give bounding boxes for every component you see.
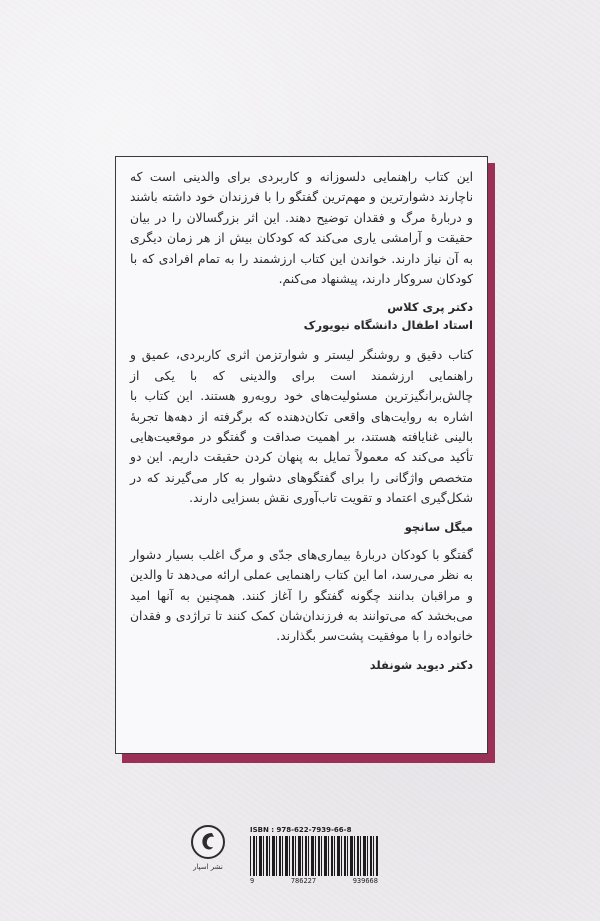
signature-2-name: میگل سانچو: [404, 519, 473, 534]
barcode-digit-prefix: 9: [250, 877, 255, 885]
isbn-number: ISBN : 978-622-7939-66-8: [250, 826, 352, 834]
blurb-paragraph-2: کتاب دقیق و روشنگر لیستر و شوارتزمن اثری کاربردی، عمیق و راهنمایی ارزشمند است برای والدینی که با یکی از چالش‌برانگیزترین مسئولیت‌های خود روبه‌رو هستند. این کتاب با اشاره به روایت‌های واقعی تکان‌دهنده که برگرفته از دهه‌ها تجربهٔ بالینی غنایافته هستند، بر اهمیت صداقت و گفتگو در موقعیت‌هایی تأکید می‌کند که معمولاً تمایل به پنهان کردن حقیقت داریم. این دو متخصص واژگانی را برای گفتگوهای دشوار به کار می‌گیرند که در شکل‌گیری اعتماد و تقویت تاب‌آوری نقش بسزایی دارند.: [130, 348, 473, 506]
blurb-paragraph-1: این کتاب راهنمایی دلسوزانه و کاربردی برای والدینی است که ناچارند دشوارترین و مهم‌ترین گفتگو را با فرزندان خود داشته باشند و دربارهٔ مرگ و فقدان توضیح دهند. این اثر بزرگسالان را در بیان حقیقت و آرامشی یاری می‌کند که کودکان بیش از هر زمان دیگری به آن نیاز دارند. خواندن این کتاب ارزشمند را به تمام افرادی که با کودکان سروکار دارند، پیشنهاد می‌کنم.: [130, 170, 473, 287]
blurb-box: [115, 156, 488, 754]
signature-3-name: دکتر دیوید شونفلد: [369, 657, 473, 672]
barcode: [250, 826, 378, 892]
barcode-bars: [250, 836, 378, 876]
barcode-digit-group-2: 939668: [352, 877, 378, 885]
blurb-paragraph-3: گفتگو با کودکان دربارهٔ بیماری‌های جدّی و مرگ اغلب بسیار دشوار به نظر می‌رسد، اما این کتاب راهنمایی عملی ارائه می‌دهد تا والدین و مراقبان بدانند چگونه گفتگو را آغاز کنند. همچنین به آنها امید می‌بخشد که می‌توانند به فرزندان‌شان کمک کنند تا تراژدی و فقدان خانواده را با موفقیت پشت‌سر بگذارند.: [130, 547, 473, 644]
publisher-logo-icon: [191, 825, 225, 859]
barcode-digits: [250, 877, 378, 885]
signature-1-name: دکتر پری کلاس: [387, 300, 473, 315]
publisher-name: نشر اسپار: [193, 863, 223, 871]
publisher-logo: [188, 825, 228, 887]
barcode-digit-group-1: 786227: [290, 877, 317, 885]
signature-1-title: استاد اطفال دانشگاه نیویورک: [303, 318, 473, 333]
